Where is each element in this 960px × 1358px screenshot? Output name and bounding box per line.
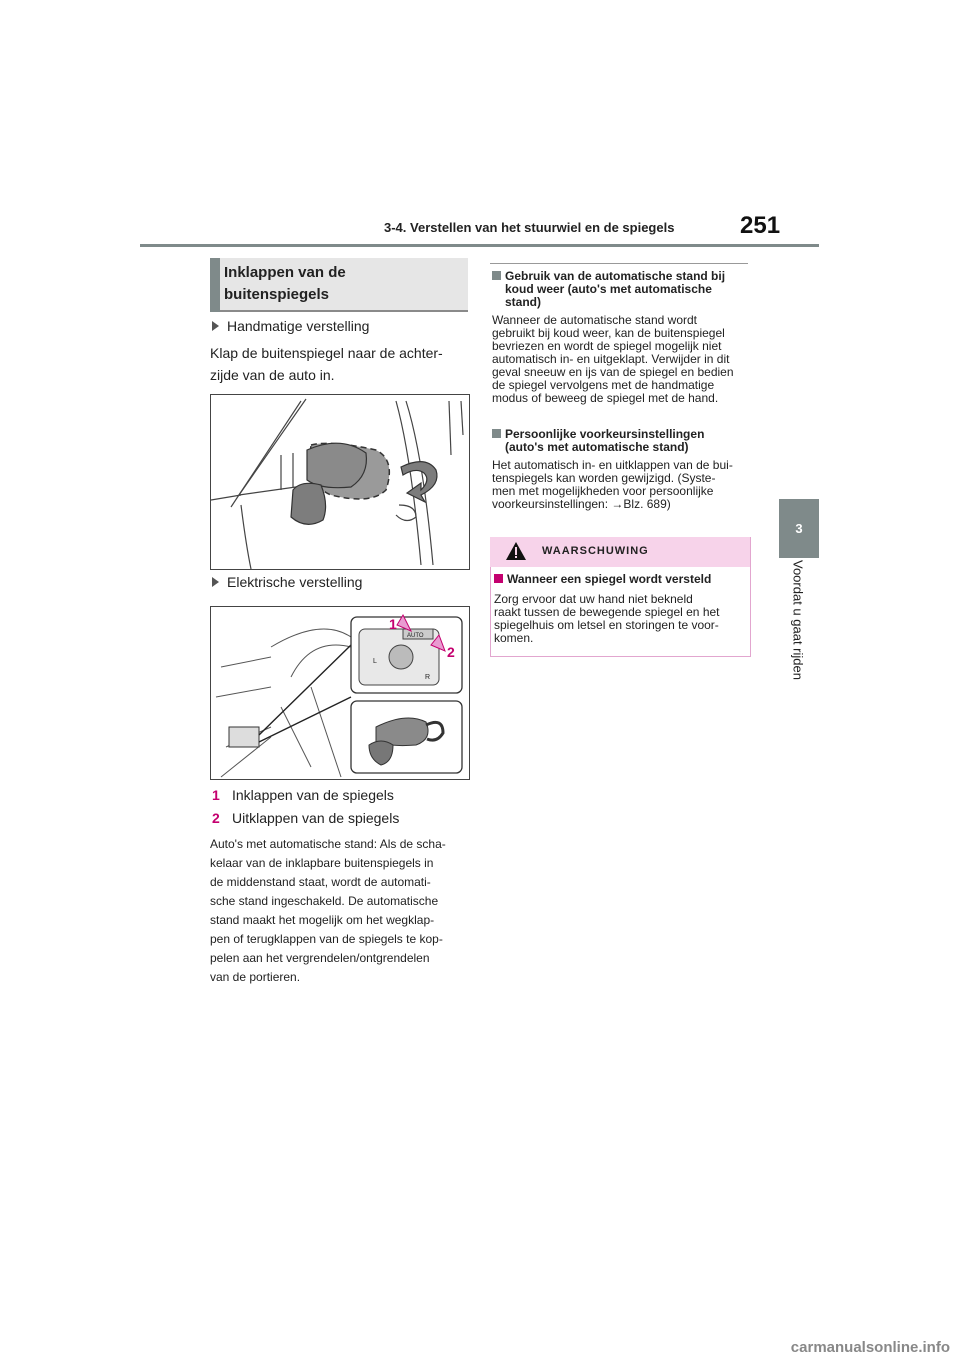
- warning-title: WAARSCHUWING: [542, 545, 649, 557]
- chapter-label-text: Voordat u gaat rijden: [790, 560, 806, 680]
- callout-2: [212, 807, 399, 829]
- electric-switch-drawing: [211, 607, 469, 779]
- text-line: Wanneer de automatische stand wordt: [492, 313, 698, 327]
- triangle-bullet-icon: [212, 577, 219, 587]
- electric-switch-illustration: [210, 606, 470, 780]
- manual-fold-illustration: [210, 394, 470, 570]
- section-title: [224, 262, 464, 306]
- callout-1: [212, 784, 394, 806]
- electric-heading-text: Elektrische verstelling: [227, 574, 363, 590]
- note-line: sche stand ingeschakeld. De automatische: [210, 894, 439, 908]
- heading-line: (auto's met automatische stand): [505, 440, 689, 454]
- cold-weather-text: [492, 314, 754, 405]
- text-line: komen.: [494, 631, 534, 645]
- preferences-text: [492, 459, 754, 511]
- warning-heading: [494, 573, 744, 586]
- section-title-line: Inklappen van de: [224, 264, 346, 281]
- triangle-bullet-icon: [212, 321, 219, 331]
- section-title-line: buitenspiegels: [224, 286, 330, 303]
- text-line: gebruikt bij koud weer, kan de buitenspiegel: [492, 326, 725, 340]
- switch-label-right: R: [425, 674, 431, 681]
- section-title-bar: [210, 258, 220, 312]
- warning-heading-text: Wanneer een spiegel wordt versteld: [507, 572, 712, 586]
- text-line: de spiegel vervolgens met de handmatige: [492, 378, 715, 392]
- note-line: pelen aan het vergrendelen/ontgrendelen: [210, 951, 430, 965]
- text-line: Het automatisch in- en uitklappen van de bui-: [492, 458, 733, 472]
- text-line: bevriezen en wordt de spiegel mogelijk niet: [492, 339, 722, 353]
- figure-label-2: 2: [447, 644, 455, 660]
- warning-triangle-icon: [505, 541, 527, 561]
- text-line: Zorg ervoor dat uw hand niet bekneld: [494, 592, 693, 606]
- square-bullet-icon: [494, 574, 503, 583]
- warning-text: [494, 593, 744, 645]
- manual-text: [210, 342, 443, 386]
- cold-weather-heading: [492, 270, 754, 309]
- heading-line: stand): [505, 295, 541, 309]
- square-bullet-icon: [492, 429, 501, 438]
- switch-label-auto: AUTO: [407, 633, 424, 639]
- square-bullet-icon: [492, 271, 501, 280]
- header-section-title: 3-4. Verstellen van het stuurwiel en de spiegels: [384, 220, 675, 235]
- preferences-heading: [492, 428, 754, 454]
- text-line: geval sneeuw en ijs van de spiegel en bedien: [492, 365, 734, 379]
- auto-mode-note: [210, 835, 470, 987]
- manual-heading-text: Handmatige verstelling: [227, 318, 370, 334]
- text-line: automatisch in- en uitgeklapt. Verwijder in dit: [492, 352, 730, 366]
- note-line: de middenstand staat, wordt de automati-: [210, 875, 431, 889]
- heading-line-text: Persoonlijke voorkeursinstellingen: [505, 427, 705, 441]
- manual-heading: [212, 318, 369, 334]
- text-line: spiegelhuis om letsel en storingen te voor-: [494, 618, 719, 632]
- note-line: Auto's met automatische stand: Als de scha-: [210, 837, 446, 851]
- callout-text: Inklappen van de spiegels: [232, 787, 394, 803]
- page-number: 251: [740, 212, 781, 239]
- right-column-rule: [490, 263, 748, 264]
- note-line: pen of terugklappen van de spiegels te kop-: [210, 932, 443, 946]
- manual-fold-drawing: [211, 395, 469, 569]
- chapter-label: [780, 560, 816, 710]
- note-line: van de portieren.: [210, 970, 301, 984]
- electric-heading: [212, 574, 362, 590]
- text-line: modus of beweeg de spiegel met de hand.: [492, 391, 719, 405]
- manual-text-line: zijde van de auto in.: [210, 367, 335, 383]
- text-line: raakt tussen de bewegende spiegel en het: [494, 605, 720, 619]
- note-line: stand maakt het mogelijk om het wegklap-: [210, 913, 435, 927]
- chapter-tab: 3: [779, 499, 819, 558]
- callout-text: Uitklappen van de spiegels: [232, 810, 400, 826]
- note-line: kelaar van de inklapbare buitenspiegels in: [210, 856, 434, 870]
- manual-text-line: Klap de buitenspiegel naar de achter-: [210, 345, 443, 361]
- text-line: men met mogelijkheden voor persoonlijke: [492, 484, 714, 498]
- callout-number: 1: [212, 787, 220, 803]
- figure-label-1: 1: [389, 616, 397, 632]
- text-line: tenspiegels kan worden gewijzigd. (Syste-: [492, 471, 716, 485]
- text-line: voorkeursinstellingen: →Blz. 689): [492, 497, 671, 511]
- switch-label-left: L: [373, 658, 377, 665]
- heading-line: koud weer (auto's met automatische: [505, 282, 712, 296]
- callout-number: 2: [212, 810, 220, 826]
- watermark: carmanualsonline.info: [790, 1339, 950, 1356]
- header-rule: [140, 244, 819, 247]
- heading-line-text: Gebruik van de automatische stand bij: [505, 269, 726, 283]
